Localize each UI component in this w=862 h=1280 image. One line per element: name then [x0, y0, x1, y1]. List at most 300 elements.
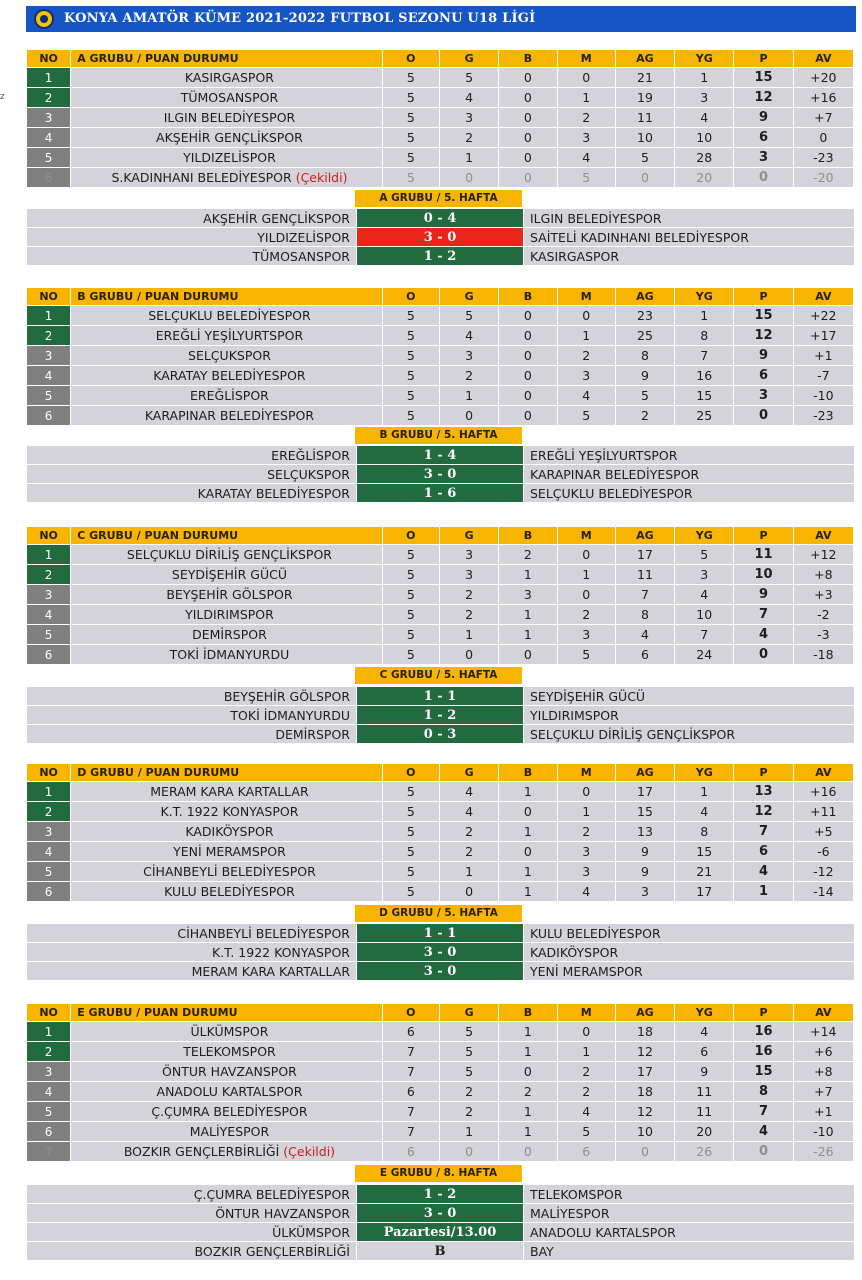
team-name-cell — [71, 168, 383, 188]
stat-b: 1 — [499, 882, 557, 902]
standings-header — [27, 527, 854, 545]
home-team: SELÇUKSPOR — [27, 465, 357, 484]
stat-b: 3 — [499, 585, 557, 605]
stat-o: 7 — [382, 1062, 439, 1082]
stat-o: 5 — [382, 326, 439, 346]
match-score: 1 - 2 — [357, 706, 524, 725]
table-row — [27, 605, 854, 625]
stat-g: 1 — [439, 386, 498, 406]
home-team: BOZKIR GENÇLERBİRLİĞİ — [27, 1242, 357, 1261]
stat-av: -2 — [793, 605, 853, 625]
stat-p: 8 — [734, 1082, 793, 1102]
stat-p: 0 — [734, 168, 793, 188]
stat-o: 5 — [382, 366, 439, 386]
team-name: YENİ MERAMSPOR — [173, 844, 286, 859]
stat-m: 1 — [557, 88, 615, 108]
stat-g: 3 — [439, 346, 498, 366]
rank-badge: 3 — [27, 585, 71, 605]
stat-yg: 4 — [675, 585, 734, 605]
stat-p: 12 — [734, 326, 793, 346]
stat-p: 9 — [734, 108, 793, 128]
team-name-cell — [71, 148, 383, 168]
away-team: SELÇUKLU DİRİLİŞ GENÇLİKSPOR — [524, 725, 855, 744]
match-score: 1 - 2 — [357, 1185, 524, 1204]
stat-ag: 18 — [615, 1022, 674, 1042]
rank-badge: 1 — [27, 545, 71, 565]
table-row — [27, 128, 854, 148]
stat-yg: 20 — [675, 168, 734, 188]
stat-av: -23 — [793, 148, 853, 168]
team-name: TOKİ İDMANYURDU — [169, 647, 290, 662]
standings-title: C GRUBU / PUAN DURUMU — [71, 527, 383, 545]
stat-b: 1 — [499, 625, 557, 645]
stat-av: -23 — [793, 406, 853, 426]
col-header-yg: YG — [675, 527, 734, 545]
col-header-no: NO — [27, 764, 71, 782]
fixture-row — [27, 924, 855, 943]
stat-m: 1 — [557, 326, 615, 346]
col-header-g: G — [439, 288, 498, 306]
team-name: KULU BELEDİYESPOR — [164, 884, 295, 899]
stat-g: 0 — [439, 168, 498, 188]
team-name-cell — [71, 326, 383, 346]
team-name: S.KADINHANI BELEDİYESPOR — [111, 170, 292, 185]
col-header-no: NO — [27, 527, 71, 545]
table-row — [27, 1082, 854, 1102]
col-header-ag: AG — [615, 288, 674, 306]
stat-b: 1 — [499, 565, 557, 585]
team-name-cell — [71, 1122, 383, 1142]
table-row — [27, 326, 854, 346]
fixture-row — [27, 943, 855, 962]
stat-m: 5 — [557, 645, 615, 665]
team-name: ILGIN BELEDİYESPOR — [163, 110, 296, 125]
stat-o: 6 — [382, 1082, 439, 1102]
stat-g: 2 — [439, 1082, 498, 1102]
away-team: SELÇUKLU BELEDİYESPOR — [524, 484, 855, 503]
stat-ag: 17 — [615, 545, 674, 565]
rank-badge: 4 — [27, 366, 71, 386]
team-name-cell — [71, 802, 383, 822]
match-score: 1 - 1 — [357, 924, 524, 943]
stat-g: 1 — [439, 862, 498, 882]
rank-badge: 5 — [27, 386, 71, 406]
team-name-cell — [71, 645, 383, 665]
stat-yg: 7 — [675, 625, 734, 645]
stat-m: 1 — [557, 565, 615, 585]
table-row — [27, 1102, 854, 1122]
fixtures-table-e — [26, 1184, 855, 1261]
withdrawn-tag: (Çekildi) — [295, 170, 348, 185]
stat-g: 2 — [439, 605, 498, 625]
league-logo-icon — [34, 9, 54, 29]
table-row — [27, 585, 854, 605]
col-header-av: AV — [793, 288, 853, 306]
stat-yg: 3 — [675, 88, 734, 108]
stat-g: 2 — [439, 1102, 498, 1122]
stat-av: +14 — [793, 1022, 853, 1042]
stat-b: 0 — [499, 802, 557, 822]
team-name: AKŞEHİR GENÇLİKSPOR — [156, 130, 303, 145]
stat-m: 1 — [557, 1042, 615, 1062]
stat-p: 13 — [734, 782, 793, 802]
home-team: BEYŞEHİR GÖLSPOR — [27, 687, 357, 706]
team-name: EREĞLİ YEŞİLYURTSPOR — [155, 328, 304, 343]
fixture-row — [27, 725, 855, 744]
match-score: 0 - 3 — [357, 725, 524, 744]
rank-badge: 6 — [27, 406, 71, 426]
rank-badge: 3 — [27, 822, 71, 842]
team-name: ÖNTUR HAVZANSPOR — [162, 1064, 297, 1079]
team-name: BEYŞEHİR GÖLSPOR — [166, 587, 293, 602]
away-team: ILGIN BELEDİYESPOR — [524, 209, 855, 228]
stat-yg: 11 — [675, 1102, 734, 1122]
stat-m: 3 — [557, 128, 615, 148]
stat-p: 3 — [734, 386, 793, 406]
table-row — [27, 108, 854, 128]
stat-yg: 8 — [675, 326, 734, 346]
table-row — [27, 625, 854, 645]
stat-av: +20 — [793, 68, 853, 88]
stat-o: 5 — [382, 168, 439, 188]
away-team: EREĞLİ YEŞİLYURTSPOR — [524, 446, 855, 465]
table-row — [27, 822, 854, 842]
table-row — [27, 406, 854, 426]
stat-o: 5 — [382, 802, 439, 822]
stat-yg: 4 — [675, 1022, 734, 1042]
fixtures-table-a — [26, 208, 855, 266]
stat-ag: 5 — [615, 148, 674, 168]
standings-header — [27, 50, 854, 68]
stat-yg: 16 — [675, 366, 734, 386]
standings-header — [27, 1004, 854, 1022]
stat-m: 0 — [557, 1022, 615, 1042]
stat-ag: 10 — [615, 1122, 674, 1142]
col-header-g: G — [439, 527, 498, 545]
col-header-b: B — [499, 288, 557, 306]
away-team: YILDIRIMSPOR — [524, 706, 855, 725]
fixture-row — [27, 1204, 855, 1223]
rank-badge: 4 — [27, 605, 71, 625]
stat-av: +7 — [793, 1082, 853, 1102]
col-header-no: NO — [27, 1004, 71, 1022]
col-header-b: B — [499, 50, 557, 68]
stat-p: 7 — [734, 605, 793, 625]
rank-badge: 1 — [27, 68, 71, 88]
stat-b: 0 — [499, 1062, 557, 1082]
stat-m: 0 — [557, 585, 615, 605]
week-title-c: C GRUBU / 5. HAFTA — [355, 667, 522, 684]
stat-ag: 9 — [615, 842, 674, 862]
stat-m: 4 — [557, 1102, 615, 1122]
team-name-cell — [71, 605, 383, 625]
table-row — [27, 386, 854, 406]
team-name: SEYDİŞEHİR GÜCÜ — [171, 567, 287, 582]
stat-yg: 6 — [675, 1042, 734, 1062]
stat-ag: 25 — [615, 326, 674, 346]
rank-badge: 5 — [27, 148, 71, 168]
team-name-cell — [71, 306, 383, 326]
stat-g: 3 — [439, 545, 498, 565]
table-row — [27, 802, 854, 822]
col-header-p: P — [734, 527, 793, 545]
team-name: CİHANBEYLİ BELEDİYESPOR — [143, 864, 316, 879]
table-row — [27, 565, 854, 585]
stat-p: 15 — [734, 68, 793, 88]
home-team: TOKİ İDMANYURDU — [27, 706, 357, 725]
fixtures-table-d — [26, 923, 855, 981]
rank-badge: 6 — [27, 882, 71, 902]
table-row — [27, 882, 854, 902]
rank-badge: 7 — [27, 1142, 71, 1162]
stat-m: 4 — [557, 148, 615, 168]
stat-ag: 2 — [615, 406, 674, 426]
col-header-m: M — [557, 288, 615, 306]
col-header-p: P — [734, 1004, 793, 1022]
stat-yg: 10 — [675, 605, 734, 625]
stat-g: 2 — [439, 128, 498, 148]
stat-g: 1 — [439, 625, 498, 645]
team-name: YILDIRIMSPOR — [185, 607, 274, 622]
stat-yg: 15 — [675, 386, 734, 406]
col-header-ag: AG — [615, 1004, 674, 1022]
away-team: KADIKÖYSPOR — [524, 943, 855, 962]
table-row — [27, 1062, 854, 1082]
stat-o: 5 — [382, 822, 439, 842]
stat-p: 10 — [734, 565, 793, 585]
stat-yg: 17 — [675, 882, 734, 902]
stat-ag: 6 — [615, 645, 674, 665]
stat-av: -10 — [793, 386, 853, 406]
home-team: ÜLKÜMSPOR — [27, 1223, 357, 1242]
standings-title: A GRUBU / PUAN DURUMU — [71, 50, 383, 68]
col-header-ag: AG — [615, 50, 674, 68]
stat-av: +1 — [793, 1102, 853, 1122]
standings-title: E GRUBU / PUAN DURUMU — [71, 1004, 383, 1022]
away-team: SAİTELİ KADINHANI BELEDİYESPOR — [524, 228, 855, 247]
stat-o: 5 — [382, 862, 439, 882]
col-header-o: O — [382, 288, 439, 306]
stat-g: 5 — [439, 1062, 498, 1082]
stat-p: 0 — [734, 1142, 793, 1162]
stat-p: 12 — [734, 802, 793, 822]
team-name: KADIKÖYSPOR — [185, 824, 274, 839]
team-name: TÜMOSANSPOR — [180, 90, 279, 105]
col-header-p: P — [734, 764, 793, 782]
table-row — [27, 168, 854, 188]
team-name-cell — [71, 386, 383, 406]
standings-table-c — [26, 526, 854, 665]
fixture-row — [27, 446, 855, 465]
col-header-g: G — [439, 764, 498, 782]
away-team: KARAPINAR BELEDİYESPOR — [524, 465, 855, 484]
stat-b: 0 — [499, 366, 557, 386]
team-name-cell — [71, 346, 383, 366]
stat-o: 6 — [382, 1142, 439, 1162]
stat-yg: 10 — [675, 128, 734, 148]
stat-ag: 11 — [615, 565, 674, 585]
stat-o: 7 — [382, 1102, 439, 1122]
home-team: KARATAY BELEDİYESPOR — [27, 484, 357, 503]
stat-m: 2 — [557, 822, 615, 842]
stat-av: -26 — [793, 1142, 853, 1162]
rank-badge: 3 — [27, 108, 71, 128]
team-name-cell — [71, 1042, 383, 1062]
stat-b: 0 — [499, 645, 557, 665]
team-name: BOZKIR GENÇLERBİRLİĞİ — [123, 1144, 280, 1159]
col-header-p: P — [734, 288, 793, 306]
stat-o: 6 — [382, 1022, 439, 1042]
stat-yg: 24 — [675, 645, 734, 665]
match-score: 1 - 1 — [357, 687, 524, 706]
stat-b: 0 — [499, 128, 557, 148]
table-row — [27, 148, 854, 168]
stat-b: 0 — [499, 68, 557, 88]
match-score: 1 - 4 — [357, 446, 524, 465]
rank-badge: 6 — [27, 168, 71, 188]
week-title-d: D GRUBU / 5. HAFTA — [355, 905, 522, 922]
stat-av: +6 — [793, 1042, 853, 1062]
stat-g: 0 — [439, 882, 498, 902]
withdrawn-tag: (Çekildi) — [283, 1144, 336, 1159]
stat-p: 9 — [734, 585, 793, 605]
stat-m: 5 — [557, 1122, 615, 1142]
team-name-cell — [71, 625, 383, 645]
stat-m: 2 — [557, 1082, 615, 1102]
match-score: 3 - 0 — [357, 465, 524, 484]
stat-m: 0 — [557, 306, 615, 326]
stat-yg: 4 — [675, 802, 734, 822]
team-name-cell — [71, 545, 383, 565]
stat-b: 0 — [499, 842, 557, 862]
table-row — [27, 366, 854, 386]
stat-ag: 21 — [615, 68, 674, 88]
stat-m: 3 — [557, 862, 615, 882]
match-score: B — [357, 1242, 524, 1261]
stat-b: 1 — [499, 1042, 557, 1062]
stat-p: 3 — [734, 148, 793, 168]
stat-ag: 8 — [615, 605, 674, 625]
stat-ag: 10 — [615, 128, 674, 148]
stat-av: +5 — [793, 822, 853, 842]
rank-badge: 4 — [27, 1082, 71, 1102]
stat-b: 0 — [499, 88, 557, 108]
table-row — [27, 68, 854, 88]
col-header-m: M — [557, 1004, 615, 1022]
rank-badge: 5 — [27, 862, 71, 882]
fixture-row — [27, 1223, 855, 1242]
stat-p: 0 — [734, 406, 793, 426]
col-header-no: NO — [27, 50, 71, 68]
match-score: 3 - 0 — [357, 1204, 524, 1223]
stat-b: 0 — [499, 148, 557, 168]
stat-m: 6 — [557, 1142, 615, 1162]
standings-table-d — [26, 763, 854, 902]
fixture-row — [27, 228, 855, 247]
team-name: K.T. 1922 KONYASPOR — [160, 804, 299, 819]
col-header-yg: YG — [675, 1004, 734, 1022]
table-row — [27, 545, 854, 565]
stat-p: 12 — [734, 88, 793, 108]
stat-o: 5 — [382, 782, 439, 802]
fixture-row — [27, 247, 855, 266]
stat-o: 5 — [382, 406, 439, 426]
stat-m: 5 — [557, 168, 615, 188]
stat-b: 0 — [499, 346, 557, 366]
table-row — [27, 88, 854, 108]
stat-ag: 11 — [615, 108, 674, 128]
team-name-cell — [71, 128, 383, 148]
stat-av: -14 — [793, 882, 853, 902]
stat-g: 4 — [439, 88, 498, 108]
stat-o: 5 — [382, 306, 439, 326]
stat-b: 0 — [499, 406, 557, 426]
home-team: CİHANBEYLİ BELEDİYESPOR — [27, 924, 357, 943]
stat-ag: 18 — [615, 1082, 674, 1102]
home-team: DEMİRSPOR — [27, 725, 357, 744]
col-header-av: AV — [793, 1004, 853, 1022]
stat-o: 5 — [382, 108, 439, 128]
team-name-cell — [71, 1082, 383, 1102]
stat-b: 1 — [499, 862, 557, 882]
stat-m: 3 — [557, 842, 615, 862]
match-score: 1 - 6 — [357, 484, 524, 503]
team-name: MALİYESPOR — [189, 1124, 270, 1139]
team-name-cell — [71, 585, 383, 605]
stat-o: 5 — [382, 565, 439, 585]
stat-g: 5 — [439, 1042, 498, 1062]
col-header-o: O — [382, 1004, 439, 1022]
team-name-cell — [71, 88, 383, 108]
rank-badge: 2 — [27, 565, 71, 585]
stat-g: 4 — [439, 802, 498, 822]
team-name: MERAM KARA KARTALLAR — [150, 784, 309, 799]
table-row — [27, 782, 854, 802]
stat-g: 1 — [439, 1122, 498, 1142]
stat-g: 0 — [439, 1142, 498, 1162]
stat-b: 2 — [499, 545, 557, 565]
stat-av: -18 — [793, 645, 853, 665]
stat-o: 5 — [382, 68, 439, 88]
stat-ag: 9 — [615, 366, 674, 386]
stat-m: 0 — [557, 782, 615, 802]
stat-yg: 8 — [675, 822, 734, 842]
stat-g: 0 — [439, 406, 498, 426]
team-name: EREĞLİSPOR — [190, 388, 269, 403]
fixture-row — [27, 706, 855, 725]
standings-header — [27, 288, 854, 306]
away-team: TELEKOMSPOR — [524, 1185, 855, 1204]
stat-g: 5 — [439, 68, 498, 88]
stat-yg: 26 — [675, 1142, 734, 1162]
stat-ag: 17 — [615, 1062, 674, 1082]
rank-badge: 6 — [27, 1122, 71, 1142]
col-header-m: M — [557, 764, 615, 782]
team-name-cell — [71, 882, 383, 902]
stat-p: 16 — [734, 1022, 793, 1042]
stat-b: 1 — [499, 822, 557, 842]
stat-b: 1 — [499, 782, 557, 802]
col-header-o: O — [382, 764, 439, 782]
stat-p: 11 — [734, 545, 793, 565]
stat-b: 0 — [499, 1142, 557, 1162]
stat-av: +8 — [793, 565, 853, 585]
stat-yg: 4 — [675, 108, 734, 128]
table-row — [27, 346, 854, 366]
fixtures-table-b — [26, 445, 855, 503]
col-header-no: NO — [27, 288, 71, 306]
stat-av: -12 — [793, 862, 853, 882]
